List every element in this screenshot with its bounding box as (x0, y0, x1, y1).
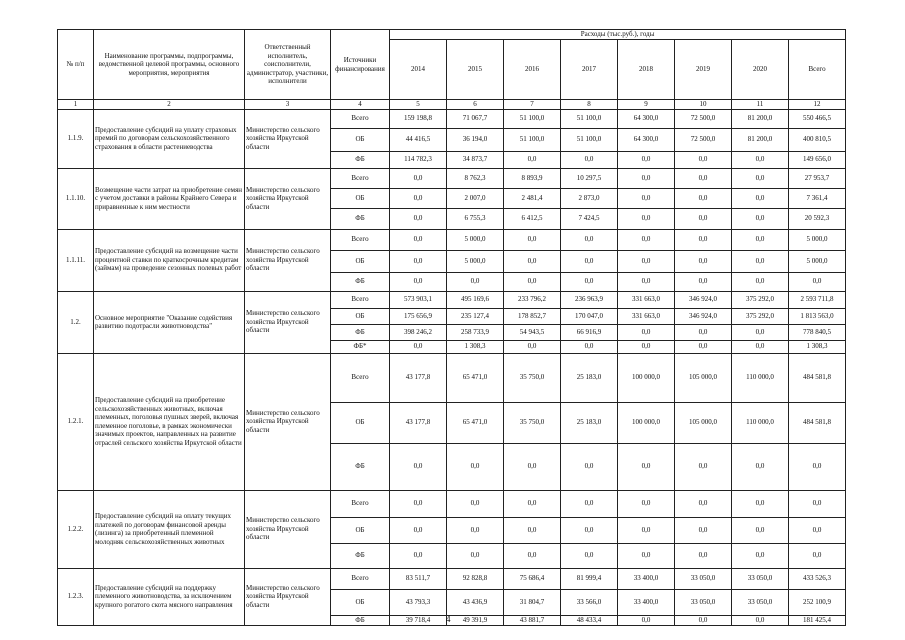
amount-cell: 64 300,0 (618, 128, 675, 151)
amount-total: 0,0 (789, 490, 846, 517)
amount-cell: 398 246,2 (390, 324, 447, 340)
amount-cell: 33 050,0 (675, 589, 732, 615)
amount-cell: 0,0 (504, 272, 561, 291)
funding-source: ОБ (331, 517, 390, 543)
amount-cell: 375 292,0 (732, 291, 789, 308)
header-executor: Ответственный исполнитель, соисполнители, администратор, участники, исполнители (245, 30, 331, 100)
amount-cell: 0,0 (390, 188, 447, 208)
amount-total: 20 592,3 (789, 208, 846, 229)
amount-cell: 0,0 (390, 490, 447, 517)
amount-cell: 0,0 (732, 543, 789, 568)
amount-cell: 114 782,3 (390, 151, 447, 168)
amount-cell: 0,0 (561, 490, 618, 517)
amount-cell: 170 047,0 (561, 308, 618, 324)
item-number: 1.1.10. (58, 168, 94, 229)
amount-cell: 0,0 (618, 340, 675, 353)
amount-cell: 0,0 (675, 615, 732, 625)
amount-total: 550 466,5 (789, 109, 846, 128)
amount-cell: 39 718,4 (390, 615, 447, 625)
item-name: Предоставление субсидий на возмещение части процентной ставки по краткосрочным кредитам (займам) на проведение сезонных полевых работ (94, 229, 245, 291)
amount-cell: 51 100,0 (561, 109, 618, 128)
amount-cell: 100 000,0 (618, 402, 675, 443)
amount-cell: 65 471,0 (447, 402, 504, 443)
amount-cell: 0,0 (390, 229, 447, 250)
item-executor: Министерство сельского хозяйства Иркутской области (245, 291, 331, 353)
item-number: 1.1.9. (58, 109, 94, 168)
amount-cell: 159 198,8 (390, 109, 447, 128)
amount-cell: 0,0 (675, 188, 732, 208)
column-number: 10 (675, 100, 732, 110)
amount-cell: 0,0 (618, 272, 675, 291)
amount-cell: 233 796,2 (504, 291, 561, 308)
amount-cell: 2 481,4 (504, 188, 561, 208)
amount-cell: 0,0 (504, 340, 561, 353)
column-number-row (58, 100, 846, 110)
amount-cell: 33 566,0 (561, 589, 618, 615)
amount-cell: 0,0 (561, 151, 618, 168)
amount-cell: 0,0 (732, 151, 789, 168)
amount-cell: 7 424,5 (561, 208, 618, 229)
amount-cell: 0,0 (618, 229, 675, 250)
amount-cell: 64 300,0 (618, 109, 675, 128)
amount-cell: 0,0 (675, 168, 732, 188)
amount-cell: 0,0 (732, 229, 789, 250)
amount-total: 0,0 (789, 272, 846, 291)
amount-cell: 33 050,0 (732, 568, 789, 589)
item-name: Предоставление субсидий на приобретение сельскохозяйственных животных, включая племенных, поголовья пушных зверей, включая племенное поголовье, в рамках экономически значимых проектов, направленных на развитие отраслей сельского хозяйства Иркутской области (94, 353, 245, 490)
item-executor: Министерство сельского хозяйства Иркутской области (245, 568, 331, 625)
amount-total: 149 656,0 (789, 151, 846, 168)
header-year: 2015 (447, 40, 504, 100)
amount-cell: 10 297,5 (561, 168, 618, 188)
amount-total: 0,0 (789, 543, 846, 568)
funding-source: ФБ (331, 208, 390, 229)
header-source: Источники финансирования (331, 30, 390, 100)
amount-cell: 0,0 (561, 229, 618, 250)
amount-cell: 236 963,9 (561, 291, 618, 308)
amount-cell: 0,0 (675, 151, 732, 168)
funding-source: ФБ (331, 543, 390, 568)
page-number: 4 (446, 614, 451, 624)
amount-cell: 0,0 (618, 443, 675, 490)
amount-total: 1 308,3 (789, 340, 846, 353)
column-number: 2 (94, 100, 245, 110)
amount-cell: 0,0 (675, 490, 732, 517)
amount-cell: 0,0 (732, 340, 789, 353)
amount-cell: 0,0 (732, 324, 789, 340)
funding-source: ОБ (331, 589, 390, 615)
item-number: 1.1.11. (58, 229, 94, 291)
amount-total: 433 526,3 (789, 568, 846, 589)
amount-cell: 0,0 (675, 340, 732, 353)
amount-cell: 0,0 (447, 443, 504, 490)
amount-cell: 0,0 (504, 490, 561, 517)
amount-cell: 25 183,0 (561, 402, 618, 443)
header-year: 2019 (675, 40, 732, 100)
header-num: № п/п (58, 30, 94, 100)
funding-source: Всего (331, 109, 390, 128)
amount-cell: 258 733,9 (447, 324, 504, 340)
amount-cell: 0,0 (618, 324, 675, 340)
amount-cell: 6 412,5 (504, 208, 561, 229)
column-number: 4 (331, 100, 390, 110)
amount-cell: 8 893,9 (504, 168, 561, 188)
amount-cell: 0,0 (675, 517, 732, 543)
column-number: 7 (504, 100, 561, 110)
amount-cell: 66 916,9 (561, 324, 618, 340)
amount-cell: 72 500,0 (675, 128, 732, 151)
item-number: 1.2.3. (58, 568, 94, 625)
amount-cell: 72 500,0 (675, 109, 732, 128)
amount-cell: 100 000,0 (618, 353, 675, 402)
amount-cell: 81 999,4 (561, 568, 618, 589)
column-number: 12 (789, 100, 846, 110)
amount-cell: 0,0 (675, 443, 732, 490)
amount-cell: 0,0 (618, 543, 675, 568)
amount-cell: 35 750,0 (504, 402, 561, 443)
table-row (58, 229, 846, 250)
header-year: 2020 (732, 40, 789, 100)
funding-source: Всего (331, 229, 390, 250)
amount-cell: 0,0 (504, 443, 561, 490)
header-name: Наименование программы, подпрограммы, ведомственной целевой программы, основного мероприятия, мероприятия (94, 30, 245, 100)
header-year: 2018 (618, 40, 675, 100)
amount-cell: 0,0 (618, 188, 675, 208)
amount-cell: 75 686,4 (504, 568, 561, 589)
item-name: Предоставление субсидий на уплату страховых премий по договорам сельскохозяйственного страхования в области растениеводства (94, 109, 245, 168)
amount-cell: 0,0 (390, 443, 447, 490)
amount-cell: 0,0 (732, 208, 789, 229)
amount-total: 7 361,4 (789, 188, 846, 208)
item-name: Предоставление субсидий на оплату текущих платежей по договорам финансовой аренды (лизинга) за приобретенный племенной молодняк сельскохозяйственных животных (94, 490, 245, 568)
amount-cell: 92 828,8 (447, 568, 504, 589)
amount-cell: 5 000,0 (447, 250, 504, 272)
amount-cell: 43 793,3 (390, 589, 447, 615)
amount-cell: 235 127,4 (447, 308, 504, 324)
amount-cell: 0,0 (618, 208, 675, 229)
table-row (58, 291, 846, 308)
amount-cell: 0,0 (618, 490, 675, 517)
amount-cell: 33 400,0 (618, 568, 675, 589)
item-executor: Министерство сельского хозяйства Иркутской области (245, 353, 331, 490)
item-executor: Министерство сельского хозяйства Иркутской области (245, 168, 331, 229)
amount-cell: 0,0 (618, 168, 675, 188)
amount-cell: 43 177,8 (390, 353, 447, 402)
amount-cell: 0,0 (732, 272, 789, 291)
amount-cell: 51 100,0 (504, 109, 561, 128)
amount-total: 778 840,5 (789, 324, 846, 340)
amount-cell: 346 924,0 (675, 291, 732, 308)
amount-cell: 0,0 (618, 151, 675, 168)
amount-cell: 1 308,3 (447, 340, 504, 353)
amount-total: 27 953,7 (789, 168, 846, 188)
item-number: 1.2.1. (58, 353, 94, 490)
amount-cell: 0,0 (390, 168, 447, 188)
amount-cell: 0,0 (504, 517, 561, 543)
amount-cell: 0,0 (561, 517, 618, 543)
amount-cell: 33 050,0 (732, 589, 789, 615)
funding-source: Всего (331, 353, 390, 402)
amount-cell: 105 000,0 (675, 353, 732, 402)
table-row (58, 109, 846, 128)
funding-source: ФБ (331, 151, 390, 168)
header-year: 2016 (504, 40, 561, 100)
funding-source: Всего (331, 490, 390, 517)
column-number: 8 (561, 100, 618, 110)
funding-source: ОБ (331, 188, 390, 208)
amount-cell: 71 067,7 (447, 109, 504, 128)
header-year-total: Всего (789, 40, 846, 100)
amount-cell: 0,0 (561, 443, 618, 490)
funding-source: Всего (331, 568, 390, 589)
amount-cell: 33 400,0 (618, 589, 675, 615)
amount-cell: 31 804,7 (504, 589, 561, 615)
funding-source: ОБ (331, 402, 390, 443)
amount-cell: 43 177,8 (390, 402, 447, 443)
amount-cell: 51 100,0 (504, 128, 561, 151)
amount-cell: 375 292,0 (732, 308, 789, 324)
header-expenses: Расходы (тыс.руб.), годы (390, 30, 846, 40)
amount-cell: 65 471,0 (447, 353, 504, 402)
amount-cell: 83 511,7 (390, 568, 447, 589)
item-executor: Министерство сельского хозяйства Иркутской области (245, 109, 331, 168)
amount-cell: 495 169,6 (447, 291, 504, 308)
amount-cell: 0,0 (732, 517, 789, 543)
item-number: 1.2.2. (58, 490, 94, 568)
item-executor: Министерство сельского хозяйства Иркутской области (245, 490, 331, 568)
amount-cell: 0,0 (732, 250, 789, 272)
amount-cell: 49 391,9 (447, 615, 504, 625)
amount-cell: 0,0 (561, 250, 618, 272)
amount-cell: 81 200,0 (732, 109, 789, 128)
amount-cell: 0,0 (732, 443, 789, 490)
amount-cell: 0,0 (732, 168, 789, 188)
amount-cell: 48 433,4 (561, 615, 618, 625)
amount-cell: 54 943,5 (504, 324, 561, 340)
funding-source: ОБ (331, 128, 390, 151)
amount-cell: 33 050,0 (675, 568, 732, 589)
amount-total: 1 813 563,0 (789, 308, 846, 324)
funding-source: ФБ (331, 615, 390, 625)
amount-cell: 0,0 (675, 324, 732, 340)
amount-cell: 44 416,5 (390, 128, 447, 151)
item-name: Возмещение части затрат на приобретение семян с учетом доставки в районы Крайнего Севера и приравненные к ним местности (94, 168, 245, 229)
funding-source: Всего (331, 168, 390, 188)
amount-cell: 0,0 (618, 517, 675, 543)
amount-cell: 0,0 (504, 543, 561, 568)
amount-cell: 346 924,0 (675, 308, 732, 324)
amount-total: 0,0 (789, 443, 846, 490)
amount-cell: 0,0 (675, 272, 732, 291)
funding-source: ОБ (331, 308, 390, 324)
funding-source: ФБ (331, 324, 390, 340)
amount-cell: 0,0 (675, 229, 732, 250)
item-executor: Министерство сельского хозяйства Иркутской области (245, 229, 331, 291)
table-row (58, 353, 846, 402)
amount-cell: 105 000,0 (675, 402, 732, 443)
amount-cell: 0,0 (504, 151, 561, 168)
amount-cell: 0,0 (390, 543, 447, 568)
amount-cell: 0,0 (447, 272, 504, 291)
amount-cell: 25 183,0 (561, 353, 618, 402)
amount-cell: 0,0 (675, 250, 732, 272)
amount-cell: 0,0 (675, 208, 732, 229)
amount-cell: 175 656,9 (390, 308, 447, 324)
table-row (58, 568, 846, 589)
amount-cell: 8 762,3 (447, 168, 504, 188)
amount-cell: 331 663,0 (618, 308, 675, 324)
amount-cell: 0,0 (390, 517, 447, 543)
amount-cell: 0,0 (504, 229, 561, 250)
amount-total: 5 000,0 (789, 250, 846, 272)
column-number: 5 (390, 100, 447, 110)
amount-cell: 43 881,7 (504, 615, 561, 625)
amount-cell: 0,0 (390, 208, 447, 229)
budget-table (57, 29, 846, 626)
funding-source: ФБ (331, 443, 390, 490)
amount-total: 5 000,0 (789, 229, 846, 250)
amount-cell: 0,0 (618, 250, 675, 272)
table-row (58, 490, 846, 517)
table-row (58, 168, 846, 188)
item-name: Предоставление субсидий на поддержку племенного животноводства, за исключением крупного рогатого скота мясного направления (94, 568, 245, 625)
amount-cell: 110 000,0 (732, 402, 789, 443)
amount-cell: 0,0 (447, 490, 504, 517)
amount-total: 252 100,9 (789, 589, 846, 615)
amount-cell: 0,0 (447, 517, 504, 543)
amount-cell: 34 873,7 (447, 151, 504, 168)
funding-source: Всего (331, 291, 390, 308)
amount-cell: 51 100,0 (561, 128, 618, 151)
column-number: 6 (447, 100, 504, 110)
amount-cell: 0,0 (732, 490, 789, 517)
amount-cell: 0,0 (504, 250, 561, 272)
amount-cell: 0,0 (732, 188, 789, 208)
column-number: 11 (732, 100, 789, 110)
item-name: Основное мероприятие "Оказание содействия развитию подотрасли животноводства" (94, 291, 245, 353)
amount-cell: 0,0 (675, 543, 732, 568)
amount-cell: 36 194,0 (447, 128, 504, 151)
amount-cell: 0,0 (618, 615, 675, 625)
amount-cell: 0,0 (561, 340, 618, 353)
funding-source: ФБ (331, 272, 390, 291)
amount-cell: 2 873,0 (561, 188, 618, 208)
amount-cell: 0,0 (390, 250, 447, 272)
amount-cell: 331 663,0 (618, 291, 675, 308)
column-number: 1 (58, 100, 94, 110)
amount-cell: 35 750,0 (504, 353, 561, 402)
item-number: 1.2. (58, 291, 94, 353)
amount-total: 484 581,8 (789, 402, 846, 443)
amount-cell: 0,0 (447, 543, 504, 568)
header-row-top (58, 30, 846, 40)
column-number: 3 (245, 100, 331, 110)
header-year: 2014 (390, 40, 447, 100)
amount-total: 181 425,4 (789, 615, 846, 625)
amount-cell: 0,0 (561, 272, 618, 291)
amount-cell: 81 200,0 (732, 128, 789, 151)
amount-cell: 43 436,9 (447, 589, 504, 615)
amount-cell: 6 755,3 (447, 208, 504, 229)
amount-cell: 5 000,0 (447, 229, 504, 250)
amount-total: 400 810,5 (789, 128, 846, 151)
amount-cell: 178 852,7 (504, 308, 561, 324)
amount-cell: 110 000,0 (732, 353, 789, 402)
amount-cell: 0,0 (390, 272, 447, 291)
amount-cell: 0,0 (390, 340, 447, 353)
amount-total: 0,0 (789, 517, 846, 543)
amount-cell: 573 903,1 (390, 291, 447, 308)
funding-source: ОБ (331, 250, 390, 272)
amount-total: 2 593 711,8 (789, 291, 846, 308)
header-year: 2017 (561, 40, 618, 100)
amount-cell: 0,0 (561, 543, 618, 568)
amount-cell: 0,0 (732, 615, 789, 625)
column-number: 9 (618, 100, 675, 110)
funding-source: ФБ* (331, 340, 390, 353)
amount-total: 484 581,8 (789, 353, 846, 402)
amount-cell: 2 007,0 (447, 188, 504, 208)
